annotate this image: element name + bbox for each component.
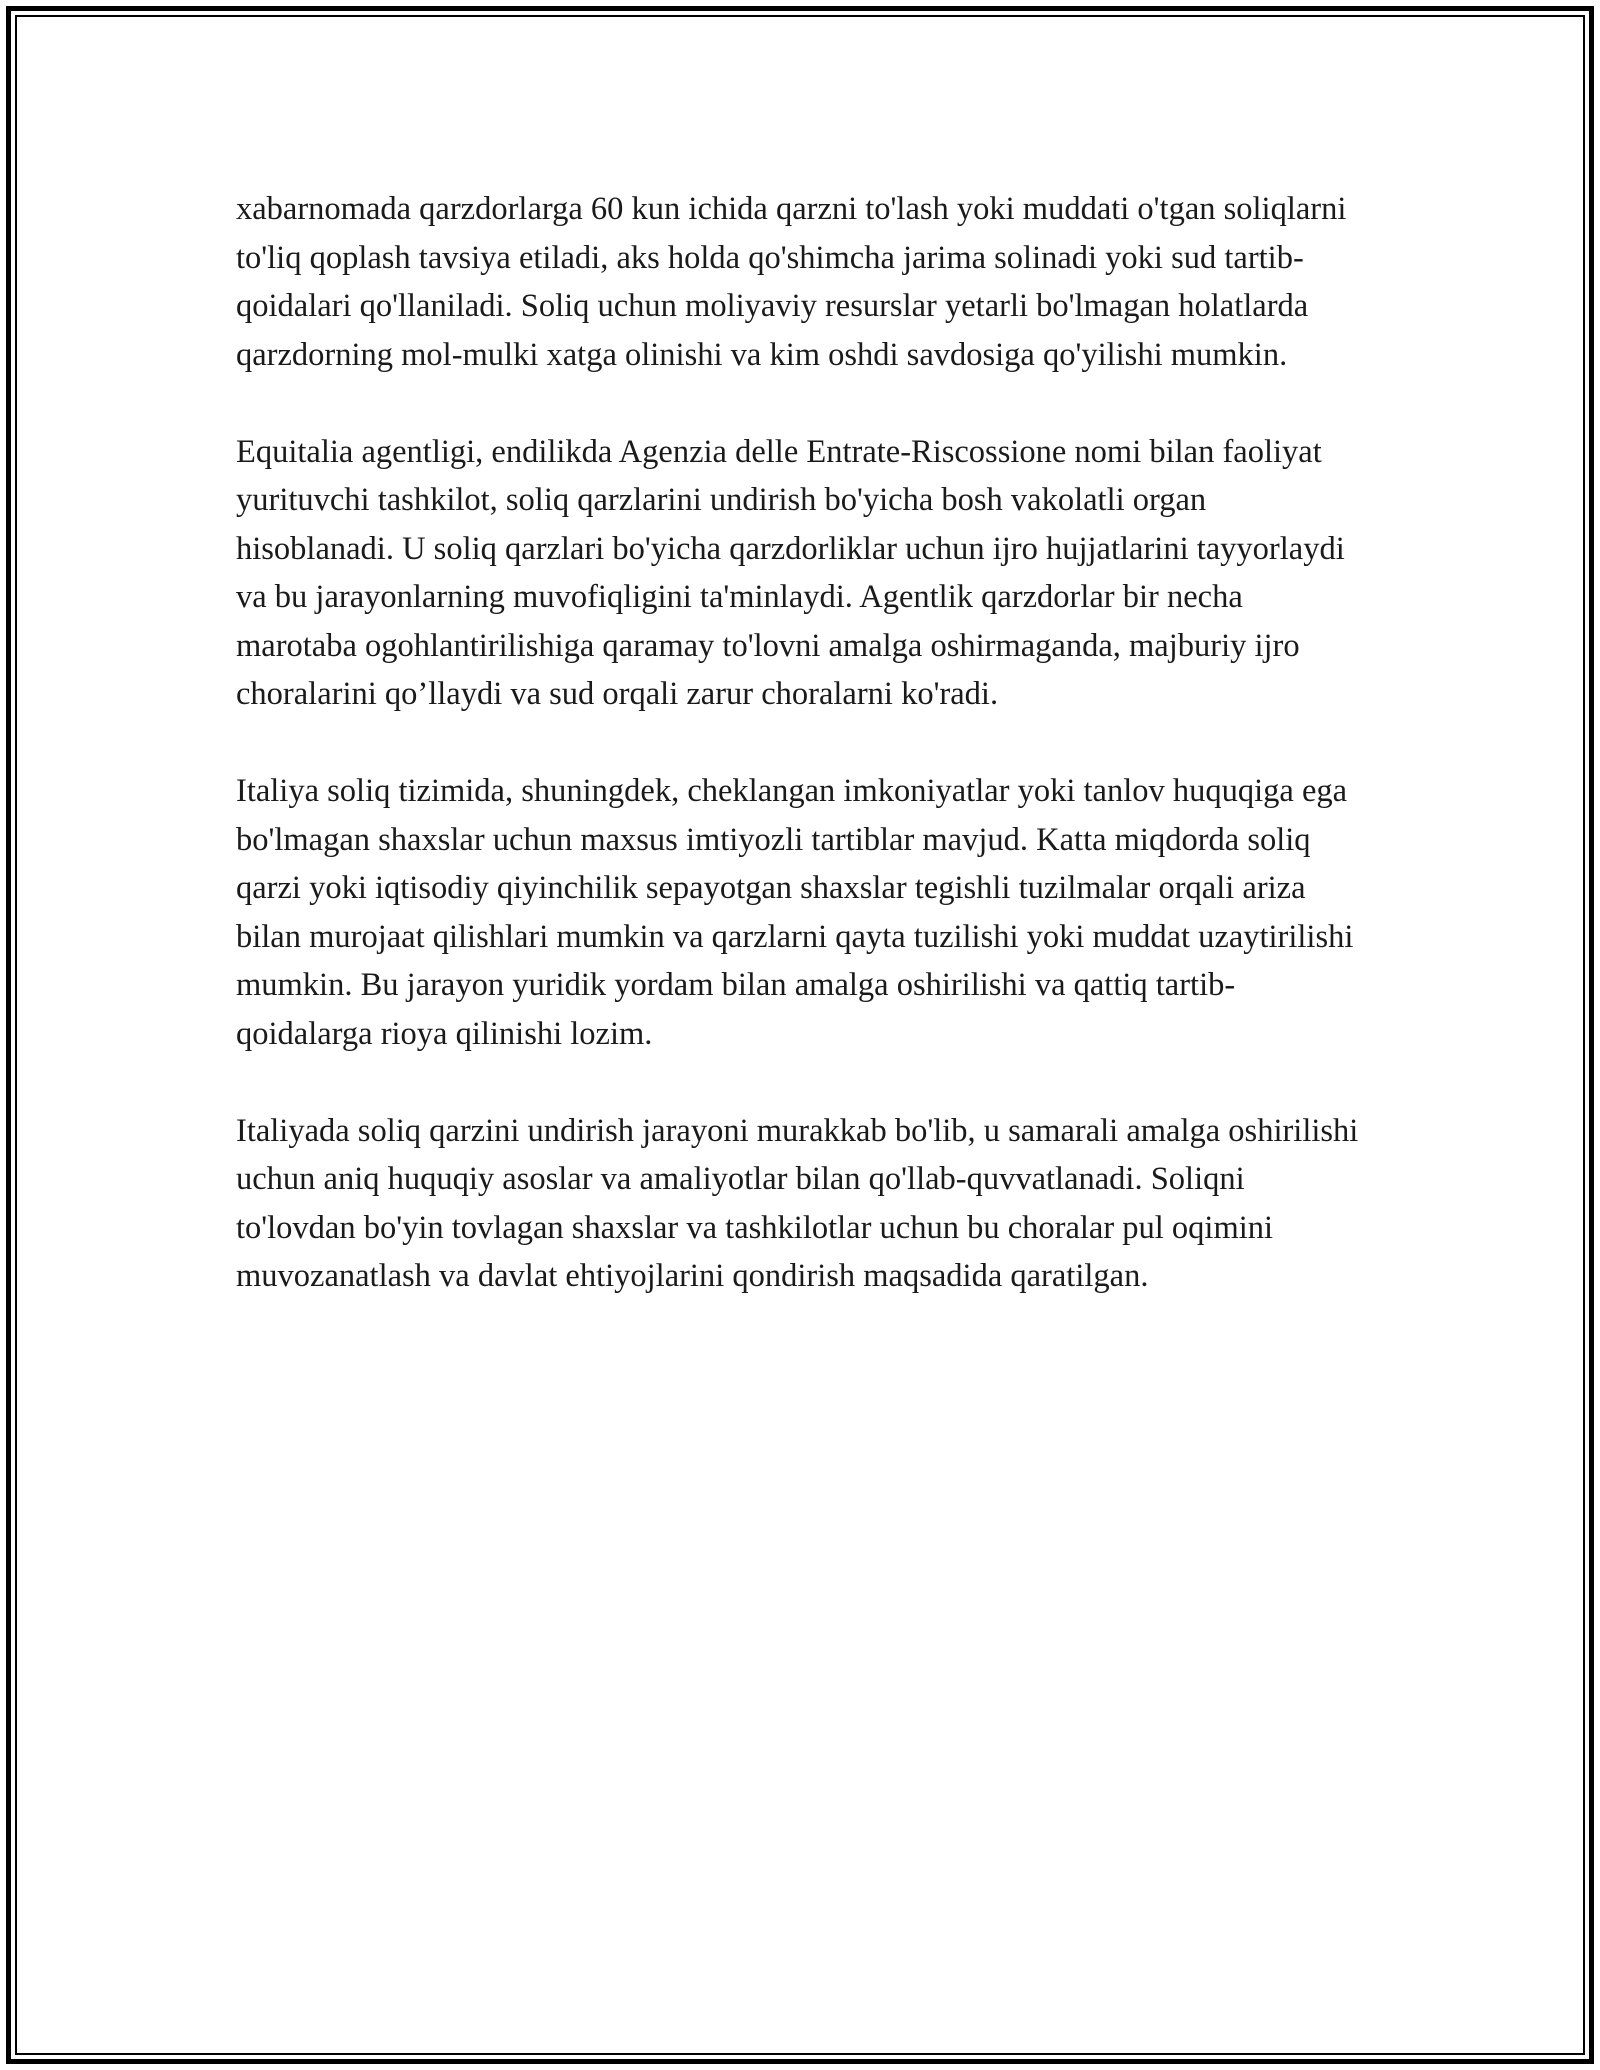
paragraph-1: xabarnomada qarzdorlarga 60 kun ichida qarzni to'lash yoki muddati o'tgan soliqlarni to'liq qoplash tavsiya etiladi, aks holda qo'shimcha jarima solinadi yoki sud tartib-qoidalari qo'llaniladi. Soliq uchun moliyaviy resurslar yetarli bo'lmagan holatlarda qarzdorning mol-mulki xatga olinishi va kim oshdi savdosiga qo'yilishi mumkin. [236,191,1347,373]
paragraph-2: Equitalia agentligi, endilikda Agenzia delle Entrate-Riscossione nomi bilan faoliyat yurituvchi tashkilot, soliq qarzlarini undirish bo'yicha bosh vakolatli organ hisoblanadi. U soliq qarzlari bo'yicha qarzdorliklar uchun ijro hujjatlarini tayyorlaydi va bu jarayonlarning muvofiqligini ta'minlaydi. Agentlik qarzdorlar bir necha marotaba ogohlantirilishiga qaramay to'lovni amalga oshirmaganda, majburiy ijro choralarini qo’llaydi va sud orqali zarur choralarni ko'radi. [236,433,1345,712]
paragraph-3: Italiya soliq tizimida, shuningdek, cheklangan imkoniyatlar yoki tanlov huquqiga ega bo'lmagan shaxslar uchun maxsus imtiyozli tartiblar mavjud. Katta miqdorda soliq qarzi yoki iqtisodiy qiyinchilik sepayotgan shaxslar tegishli tuzilmalar orqali ariza bilan murojaat qilishlari mumkin va qarzlarni qayta tuzilishi yoki muddat uzaytirilishi mumkin. Bu jarayon yuridik yordam bilan amalga oshirilishi va qattiq tartib-qoidalarga rioya qilinishi lozim. [236,773,1354,1052]
document-body [236,185,1366,1349]
paragraph-4: Italiyada soliq qarzini undirish jarayoni murakkab bo'lib, u samarali amalga oshirilishi uchun aniq huquqiy asoslar va amaliyotlar bilan qo'llab-quvvatlanadi. Soliqni to'lovdan bo'yin tovlagan shaxslar va tashkilotlar uchun bu choralar pul oqimini muvozanatlash va davlat ehtiyojlarini qondirish maqsadida qaratilgan. [236,1112,1359,1294]
